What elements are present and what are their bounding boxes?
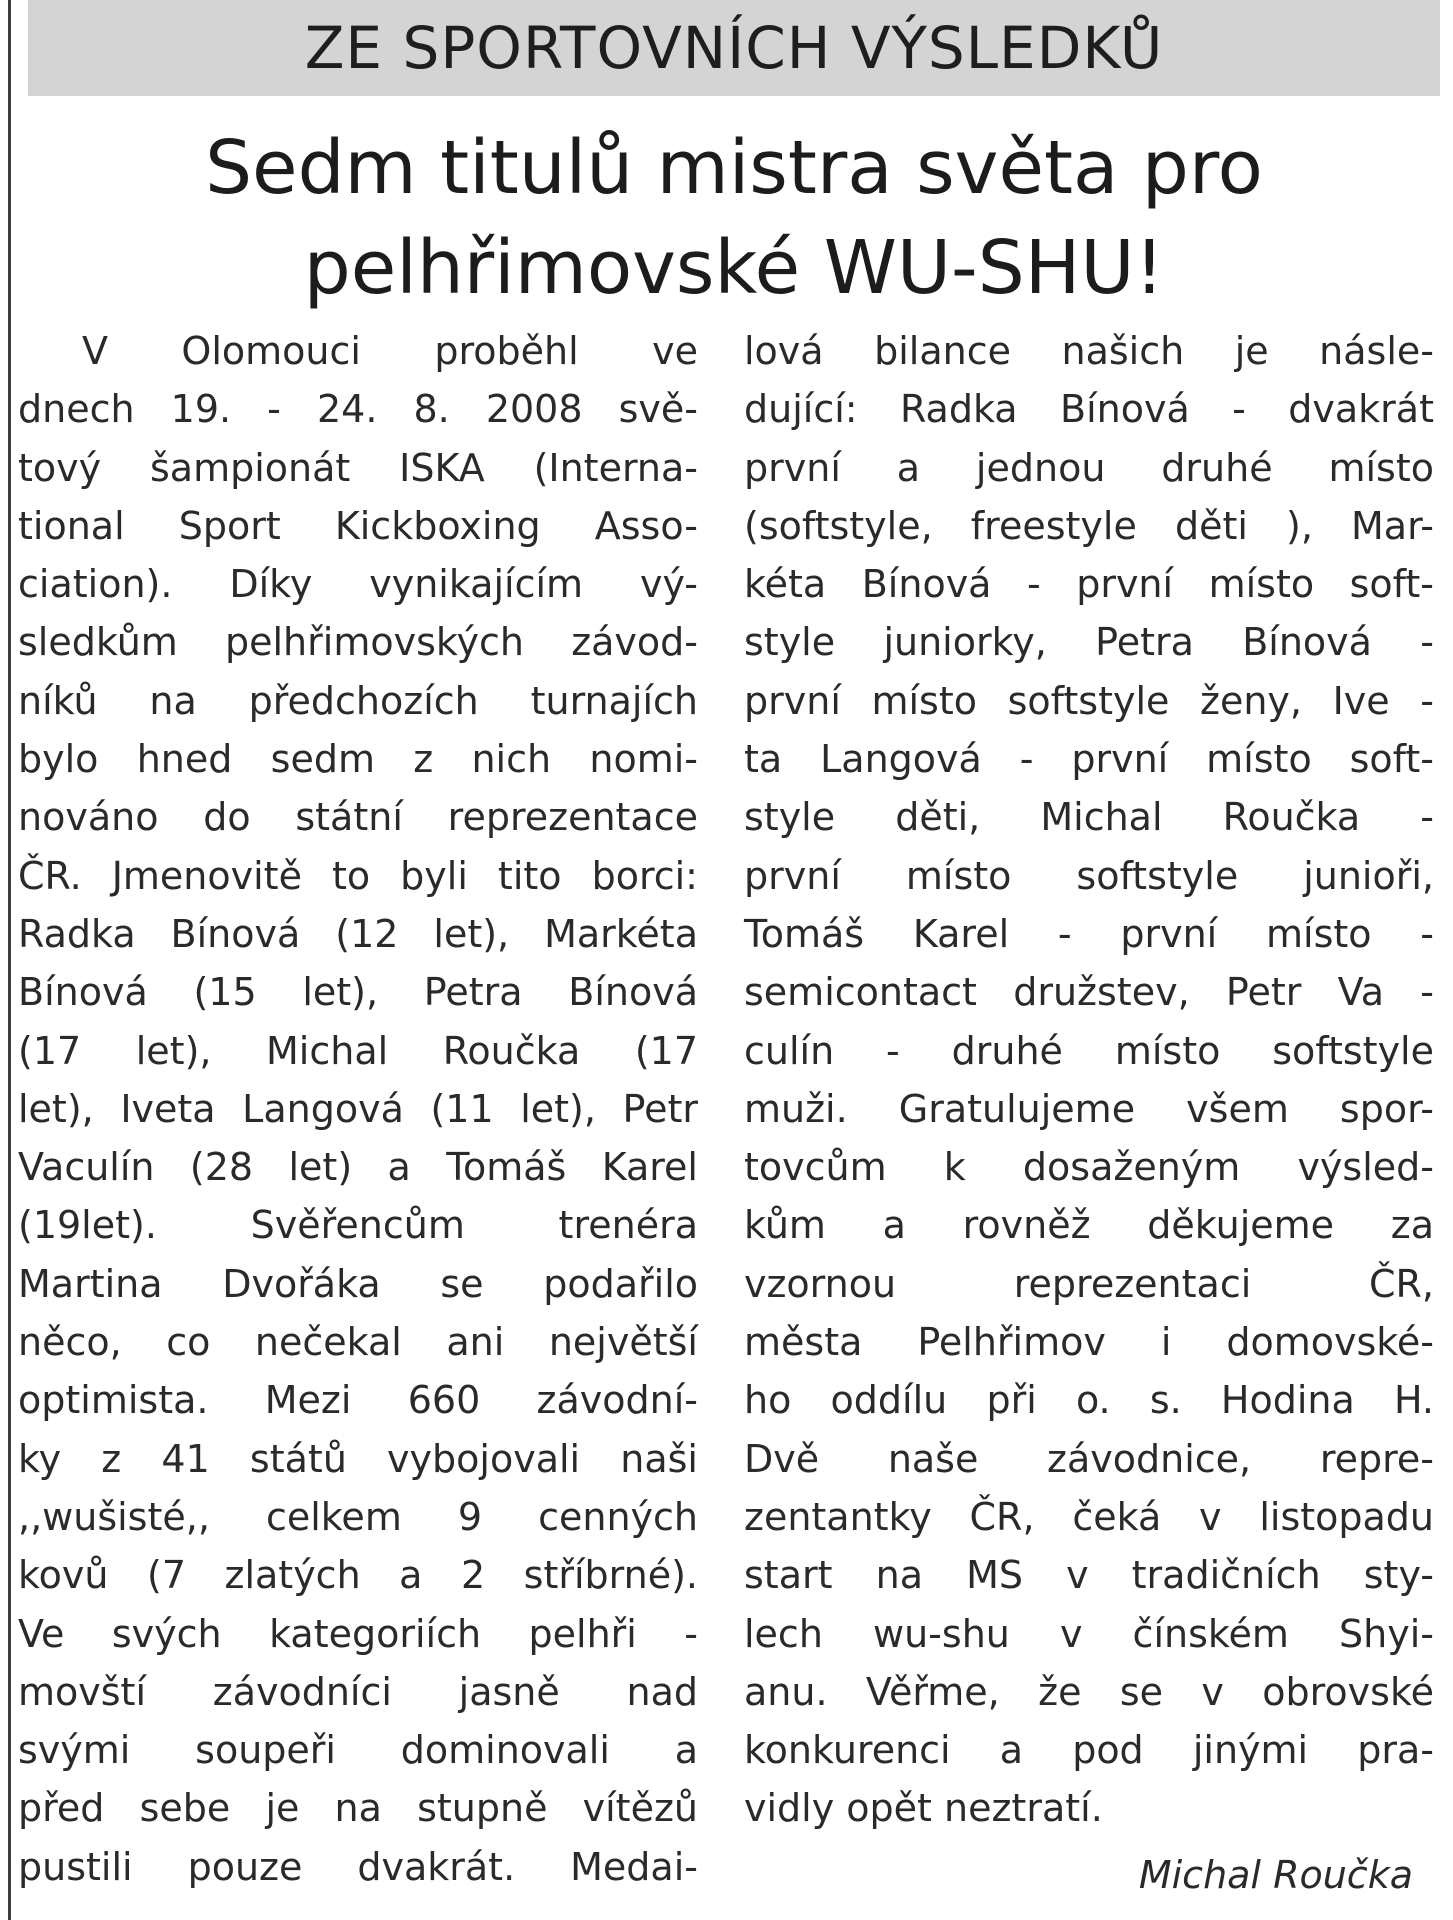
article-text-line: první místo softstyle ženy, Ive -: [744, 678, 1434, 723]
section-header-title: ZE SPORTOVNÍCH VÝSLEDKŮ: [304, 14, 1164, 82]
article-text-line: ciation). Díky vynikajícím vý-: [18, 562, 698, 607]
article-text-line: Radka Bínová (12 let), Markéta: [18, 911, 698, 956]
headline-line-1: Sedm titulů mistra světa pro: [205, 125, 1263, 211]
article-text-line: tový šampionát ISKA (Interna-: [18, 445, 698, 490]
article-text-line: ky z 41 států vybojovali naši: [18, 1436, 698, 1481]
article-text-line: start na MS v tradičních sty-: [744, 1553, 1434, 1598]
article-text-line: optimista. Mezi 660 závodní-: [18, 1378, 698, 1423]
article-text-line: tional Sport Kickboxing Asso-: [18, 503, 698, 548]
article-text-line: nováno do státní reprezentace: [18, 795, 698, 840]
article-text-line: lová bilance našich je násle-: [744, 329, 1434, 373]
article-text-line: movští závodníci jasně nad: [18, 1669, 698, 1714]
article-text-line: Vaculín (28 let) a Tomáš Karel: [18, 1145, 698, 1190]
article-text-line: ho oddílu při o. s. Hodina H.: [744, 1378, 1434, 1423]
article-text-line: níků na předchozích turnajích: [18, 678, 698, 723]
article-text-line: anu. Věřme, že se v obrovské: [744, 1669, 1434, 1714]
article-text-line: muži. Gratulujeme všem spor-: [744, 1086, 1434, 1131]
article-text-line: sledkům pelhřimovských závod-: [18, 620, 698, 665]
headline-line-2: pelhřimovské WU-SHU!: [303, 225, 1165, 311]
article-text-line: vidly opět neztratí.: [744, 1786, 1103, 1831]
article-text-line: něco, co nečekal ani největší: [18, 1320, 698, 1365]
article-column-left: [18, 322, 698, 1896]
article-text-line: culín - druhé místo softstyle: [744, 1028, 1434, 1073]
article-text-line: pustili pouze dvakrát. Medai-: [18, 1844, 698, 1889]
article-text-line: před sebe je na stupně vítězů: [18, 1786, 698, 1831]
article-text-line: kům a rovněž děkujeme za: [744, 1203, 1434, 1248]
article-text-line: ,,wušisté,, celkem 9 cenných: [18, 1494, 698, 1539]
article-text-line: kovů (7 zlatých a 2 stříbrné).: [18, 1553, 698, 1598]
article-byline: Michal Roučka: [1138, 1853, 1413, 1897]
article-text-line: zentantky ČR, čeká v listopadu: [744, 1494, 1434, 1539]
article-text-line: svými soupeři dominovali a: [18, 1728, 698, 1773]
article-text-line: kéta Bínová - první místo soft-: [744, 562, 1434, 607]
article-text-line: Ve svých kategoriích pelhři -: [18, 1611, 698, 1656]
article-text-line: V Olomouci proběhl ve: [82, 329, 698, 373]
article-text-line: (19let). Svěřencům trenéra: [18, 1203, 698, 1248]
article-text-line: dnech 19. - 24. 8. 2008 svě-: [18, 387, 698, 432]
article-text-line: semicontact družstev, Petr Va -: [744, 970, 1434, 1015]
article-text-line: style děti, Michal Roučka -: [744, 795, 1434, 840]
article-text-line: ta Langová - první místo soft-: [744, 737, 1434, 782]
article-text-line: Dvě naše závodnice, repre-: [744, 1436, 1434, 1481]
article-text-line: style juniorky, Petra Bínová -: [744, 620, 1434, 665]
article-headline: [28, 118, 1440, 318]
article-text-line: bylo hned sedm z nich nomi-: [18, 737, 698, 782]
article-text-line: tovcům k dosaženým výsled-: [744, 1145, 1434, 1190]
article-text-line: Tomáš Karel - první místo -: [744, 911, 1434, 956]
article-text-line: (softstyle, freestyle děti ), Mar-: [744, 503, 1434, 548]
article-text-line: lech wu-shu v čínském Shyi-: [744, 1611, 1434, 1656]
article-text-line: první místo softstyle junioři,: [744, 853, 1434, 898]
article-text-line: města Pelhřimov i domovské-: [744, 1320, 1434, 1365]
article-text-line: Bínová (15 let), Petra Bínová: [18, 970, 698, 1015]
article-text-line: Martina Dvořáka se podařilo: [18, 1261, 698, 1306]
article-text-line: let), Iveta Langová (11 let), Petr: [18, 1086, 698, 1131]
section-header: [28, 0, 1440, 96]
article-text-line: dující: Radka Bínová - dvakrát: [744, 387, 1434, 432]
page-edge-rule: [8, 0, 11, 1920]
article-text-line: první a jednou druhé místo: [744, 445, 1434, 490]
article-text-line: vzornou reprezentaci ČR,: [744, 1261, 1434, 1306]
article-column-right: [744, 322, 1434, 1838]
article-text-line: konkurenci a pod jinými pra-: [744, 1728, 1434, 1773]
article-text-line: ČR. Jmenovitě to byli tito borci:: [18, 853, 698, 898]
article-text-line: (17 let), Michal Roučka (17: [18, 1028, 698, 1073]
